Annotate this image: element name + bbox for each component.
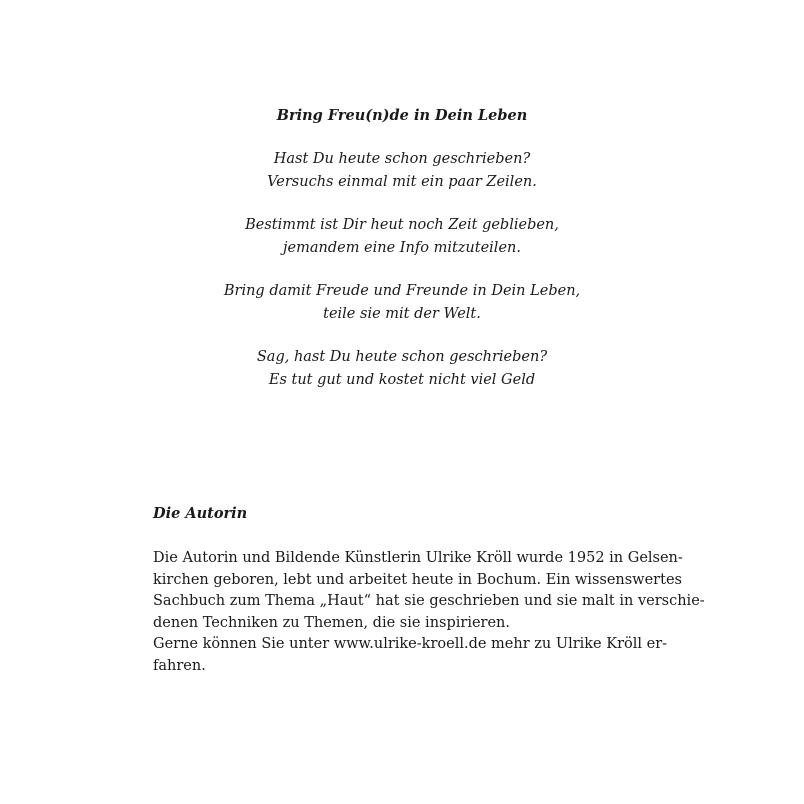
- poem-stanza: [0, 214, 804, 260]
- poem-line: Es tut gut und kostet nicht viel Geld: [268, 372, 536, 388]
- poem-line: teile sie mit der Welt.: [323, 306, 481, 322]
- poem-line: jemandem eine Info mitzuteilen.: [283, 240, 521, 256]
- bio-line: fahren.: [153, 657, 206, 674]
- bio-line: Sachbuch zum Thema „Haut“ hat sie geschrieben und sie malt in verschie-: [153, 593, 705, 609]
- poem-title: Bring Freu(n)de in Dein Leben: [276, 107, 528, 124]
- bio-line: kirchen geboren, lebt und arbeitet heute in Bochum. Ein wissenswertes: [153, 571, 682, 588]
- poem: [0, 104, 804, 412]
- poem-line: Versuchs einmal mit ein paar Zeilen.: [267, 174, 537, 190]
- poem-line: Bestimmt ist Dir heut noch Zeit geblieben,: [245, 217, 559, 233]
- poem-line: Bring damit Freude und Freunde in Dein Leben,: [223, 283, 581, 299]
- poem-line: Hast Du heute schon geschrieben?: [273, 151, 531, 167]
- bio-line: Gerne können Sie unter www.ulrike-kroell.de mehr zu Ulrike Kröll er-: [153, 636, 668, 652]
- author-section: [153, 502, 705, 677]
- poem-stanza: [0, 280, 804, 326]
- bio-line: Die Autorin und Bildende Künstlerin Ulrike Kröll wurde 1952 in Gelsen-: [153, 550, 683, 566]
- poem-stanza: [0, 346, 804, 392]
- author-heading: Die Autorin: [153, 505, 248, 522]
- poem-stanza: [0, 148, 804, 194]
- poem-line: Sag, hast Du heute schon geschrieben?: [256, 349, 548, 365]
- bio-line: denen Techniken zu Themen, die sie inspirieren.: [153, 614, 510, 631]
- author-bio: [153, 548, 705, 677]
